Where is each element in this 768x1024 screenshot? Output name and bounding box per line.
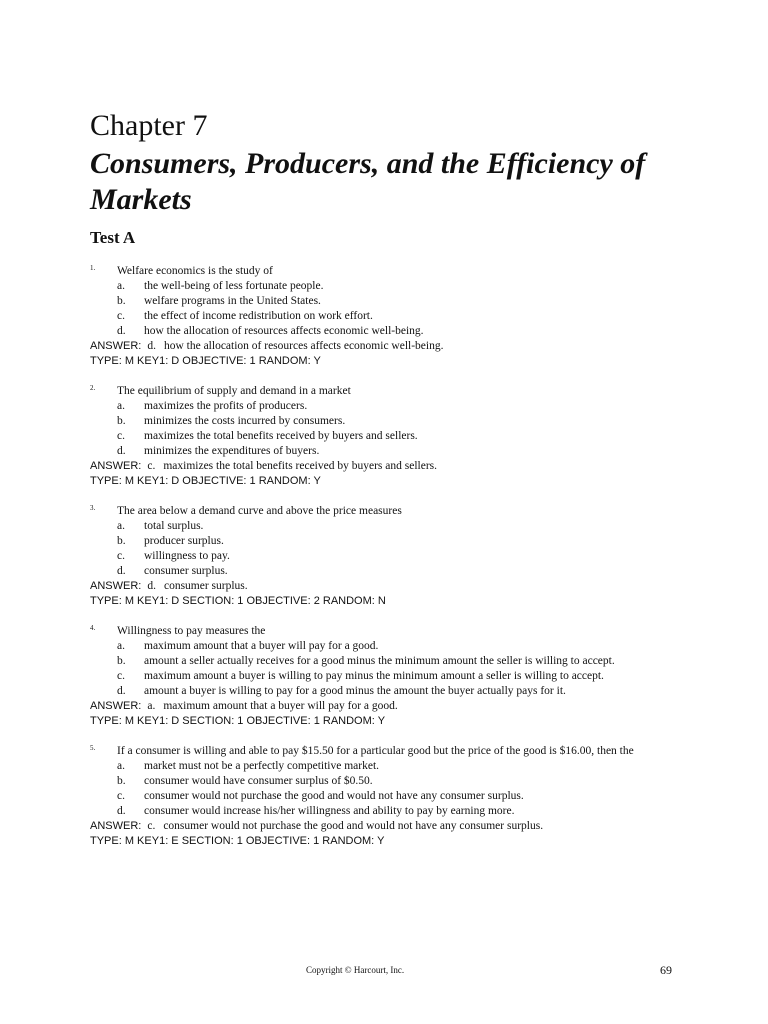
option-b bbox=[90, 534, 680, 549]
question-stem bbox=[90, 264, 680, 279]
option-letter: d. bbox=[117, 805, 126, 817]
question-text: Welfare economics is the study of bbox=[117, 265, 273, 277]
question-4 bbox=[90, 624, 680, 729]
question-3 bbox=[90, 504, 680, 609]
option-d bbox=[90, 684, 680, 699]
answer-text: maximum amount that a buyer will pay for a good. bbox=[163, 700, 398, 712]
option-text: the well-being of less fortunate people. bbox=[144, 280, 324, 292]
option-d bbox=[90, 804, 680, 819]
option-text: maximum amount that a buyer will pay for a good. bbox=[144, 640, 379, 652]
option-text: maximizes the profits of producers. bbox=[144, 400, 308, 412]
option-text: willingness to pay. bbox=[144, 550, 230, 562]
option-d bbox=[90, 444, 680, 459]
option-letter: c. bbox=[117, 790, 125, 802]
question-stem bbox=[90, 504, 680, 519]
question-text: If a consumer is willing and able to pay $15.50 for a particular good but the price of the good is $16.00, then the bbox=[117, 745, 634, 757]
option-text: welfare programs in the United States. bbox=[144, 295, 321, 307]
answer-label: ANSWER: bbox=[90, 460, 142, 472]
question-text: The equilibrium of supply and demand in a market bbox=[117, 385, 351, 397]
question-1 bbox=[90, 264, 680, 369]
option-letter: b. bbox=[117, 775, 126, 787]
option-letter: c. bbox=[117, 310, 125, 322]
chapter-title: Consumers, Producers, and the Efficiency of Markets bbox=[90, 147, 646, 216]
option-text: minimizes the costs incurred by consumers. bbox=[144, 415, 346, 427]
page-footer bbox=[90, 963, 672, 977]
answer-label: ANSWER: bbox=[90, 340, 142, 352]
option-a bbox=[90, 759, 680, 774]
answer-text: consumer surplus. bbox=[163, 580, 248, 592]
option-text: consumer would increase his/her willingness and ability to pay by earning more. bbox=[144, 805, 515, 817]
option-text: producer surplus. bbox=[144, 535, 224, 547]
option-a bbox=[90, 399, 680, 414]
option-letter: d. bbox=[117, 325, 126, 337]
option-letter: a. bbox=[117, 640, 125, 652]
document-page bbox=[90, 108, 680, 864]
option-text: consumer surplus. bbox=[144, 565, 228, 577]
option-letter: d. bbox=[117, 685, 126, 697]
chapter-heading: Chapter 7 bbox=[90, 109, 208, 142]
question-stem bbox=[90, 744, 680, 759]
option-text: maximizes the total benefits received by buyers and sellers. bbox=[144, 430, 418, 442]
option-text: market must not be a perfectly competitive market. bbox=[144, 760, 380, 772]
option-text: minimizes the expenditures of buyers. bbox=[144, 445, 320, 457]
test-label: Test A bbox=[90, 228, 136, 247]
answer-letter: d. bbox=[147, 340, 156, 352]
answer-letter: d. bbox=[147, 580, 156, 592]
option-letter: a. bbox=[117, 280, 125, 292]
option-text: maximum amount a buyer is willing to pay minus the minimum amount a seller is willing to accept. bbox=[144, 670, 604, 682]
question-stem bbox=[90, 624, 680, 639]
option-a bbox=[90, 639, 680, 654]
option-d bbox=[90, 324, 680, 339]
option-text: consumer would not purchase the good and would not have any consumer surplus. bbox=[144, 790, 524, 802]
option-c bbox=[90, 429, 680, 444]
type-line: TYPE: M KEY1: E SECTION: 1 OBJECTIVE: 1 RANDOM: Y bbox=[90, 835, 385, 847]
type-line: TYPE: M KEY1: D OBJECTIVE: 1 RANDOM: Y bbox=[90, 475, 321, 487]
option-b bbox=[90, 774, 680, 789]
question-text: The area below a demand curve and above the price measures bbox=[117, 505, 402, 517]
option-text: the effect of income redistribution on work effort. bbox=[144, 310, 373, 322]
answer-line bbox=[90, 819, 680, 834]
question-number: 2. bbox=[90, 384, 96, 392]
option-text: total surplus. bbox=[144, 520, 204, 532]
answer-label: ANSWER: bbox=[90, 580, 142, 592]
answer-text: maximizes the total benefits received by buyers and sellers. bbox=[163, 460, 437, 472]
answer-letter: c. bbox=[147, 820, 156, 832]
question-number: 1. bbox=[90, 264, 96, 272]
type-line: TYPE: M KEY1: D SECTION: 1 OBJECTIVE: 1 RANDOM: Y bbox=[90, 715, 386, 727]
option-b bbox=[90, 654, 680, 669]
option-d bbox=[90, 564, 680, 579]
question-number: 4. bbox=[90, 624, 96, 632]
option-letter: a. bbox=[117, 400, 125, 412]
answer-label: ANSWER: bbox=[90, 700, 142, 712]
question-text: Willingness to pay measures the bbox=[117, 625, 266, 637]
option-a bbox=[90, 279, 680, 294]
option-c bbox=[90, 309, 680, 324]
answer-line bbox=[90, 699, 680, 714]
answer-text: how the allocation of resources affects economic well-being. bbox=[163, 340, 444, 352]
answer-letter: a. bbox=[147, 700, 156, 712]
option-letter: d. bbox=[117, 445, 126, 457]
page-number: 69 bbox=[660, 963, 672, 977]
answer-letter: c. bbox=[147, 460, 156, 472]
answer-line bbox=[90, 579, 680, 594]
option-text: amount a seller actually receives for a good minus the minimum amount the seller is willing to accept. bbox=[144, 655, 615, 667]
option-a bbox=[90, 519, 680, 534]
option-b bbox=[90, 414, 680, 429]
question-list bbox=[90, 264, 680, 849]
copyright-notice: Copyright © Harcourt, Inc. bbox=[306, 965, 405, 975]
answer-text: consumer would not purchase the good and would not have any consumer surplus. bbox=[163, 820, 544, 832]
option-text: amount a buyer is willing to pay for a good minus the amount the buyer actually pays for it. bbox=[144, 685, 566, 697]
option-letter: b. bbox=[117, 415, 126, 427]
option-text: consumer would have consumer surplus of $0.50. bbox=[144, 775, 373, 787]
question-number: 5. bbox=[90, 744, 96, 752]
option-letter: c. bbox=[117, 430, 125, 442]
option-letter: b. bbox=[117, 295, 126, 307]
answer-line bbox=[90, 339, 680, 354]
question-5 bbox=[90, 744, 680, 849]
option-letter: a. bbox=[117, 520, 125, 532]
option-text: how the allocation of resources affects economic well-being. bbox=[144, 325, 424, 337]
option-letter: b. bbox=[117, 655, 126, 667]
answer-label: ANSWER: bbox=[90, 820, 142, 832]
option-c bbox=[90, 789, 680, 804]
option-letter: c. bbox=[117, 670, 125, 682]
option-c bbox=[90, 669, 680, 684]
question-2 bbox=[90, 384, 680, 489]
option-b bbox=[90, 294, 680, 309]
option-c bbox=[90, 549, 680, 564]
question-stem bbox=[90, 384, 680, 399]
answer-line bbox=[90, 459, 680, 474]
question-number: 3. bbox=[90, 504, 96, 512]
type-line: TYPE: M KEY1: D OBJECTIVE: 1 RANDOM: Y bbox=[90, 355, 321, 367]
option-letter: a. bbox=[117, 760, 125, 772]
option-letter: d. bbox=[117, 565, 126, 577]
option-letter: b. bbox=[117, 535, 126, 547]
option-letter: c. bbox=[117, 550, 125, 562]
type-line: TYPE: M KEY1: D SECTION: 1 OBJECTIVE: 2 RANDOM: N bbox=[90, 595, 386, 607]
